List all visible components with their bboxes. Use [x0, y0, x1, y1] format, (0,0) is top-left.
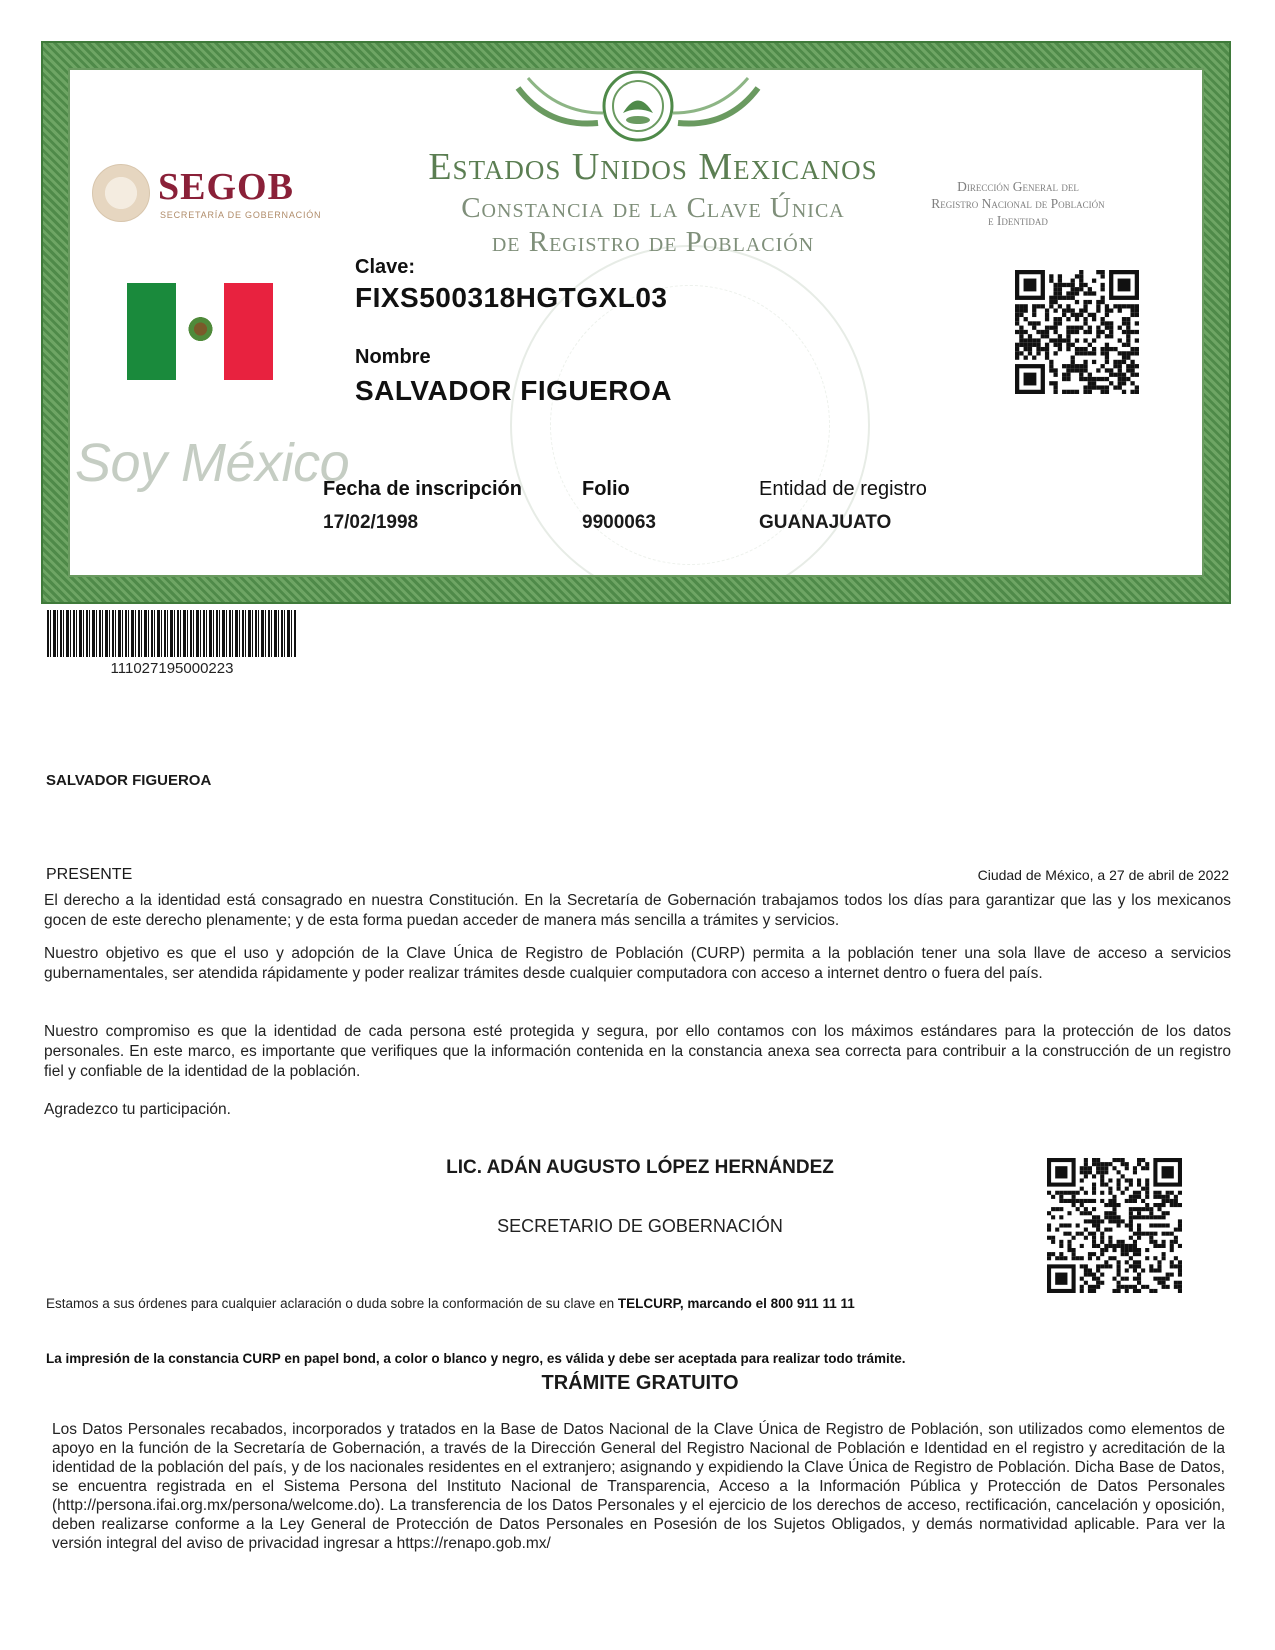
segob-logo-text: SEGOB [158, 166, 294, 208]
nombre-label: Nombre [355, 346, 431, 368]
document-title-line2: de Registro de Población [491, 226, 815, 258]
qr-code-icon [1015, 270, 1139, 394]
folio-label: Folio [582, 478, 630, 500]
barcode-icon [47, 610, 297, 657]
addressee-name: SALVADOR FIGUEROA [46, 772, 212, 789]
signer-title: SECRETARIO DE GOBERNACIÓN [497, 1216, 783, 1236]
privacy-notice: Los Datos Personales recabados, incorporados y tratados en la Base de Datos Nacional de la Clave Única de Registro de Población, son utilizados como elementos de apoyo en la función de la Secretaría de Gobernación, a través de la Dirección General del Registro Nacional de Población e Identidad en el registro y acreditación de la identidad de la población del país, y de los nacionales residentes en el extranjero; asignando y expidiendo la Clave Única de Registro de Población. Dicha Base de Datos, se encuentra registrada en el Sistema Persona del Instituto Nacional de Transparencia, Acceso a la Información Pública y Protección de Datos Personales (http://persona.ifai.org.mx/persona/welcome.do). La transferencia de los Datos Personales y el ejercicio de los derechos de acceso, rectificación, cancelación y oposición, deben realizarse conforme a la Ley General de Protección de Datos Personales en Posesión de los Sujetos Obligados, y demás normatividad aplicable. Para ver la versión integral del aviso de privacidad ingresar a https://renapo.gob.mx/ [52, 1421, 1225, 1552]
nombre-value: SALVADOR FIGUEROA [355, 375, 673, 406]
telcurp-phone: TELCURP, marcando el 800 911 11 11 [617, 1296, 855, 1311]
dgrnpi-heading [888, 178, 1148, 229]
entidad-registro-label: Entidad de registro [759, 478, 927, 500]
folio-value: 9900063 [582, 512, 656, 533]
contact-note [46, 1296, 855, 1311]
entidad-registro-value: GUANAJUATO [759, 512, 892, 533]
segob-seal-icon [92, 164, 150, 222]
certificate-panel [68, 68, 1204, 577]
presente-label: PRESENTE [46, 866, 133, 883]
letter-paragraph-3: Nuestro compromiso es que la identidad de cada persona esté protegida y segura, por ello contamos con los máximos estándares para la protección de los datos personales. En este marco, es importante que verifiques que la información contenida en la constancia anexa sea correcta para contribuir a la construcción de un registro fiel y confiable de la identidad de la población. [44, 1023, 1231, 1080]
validity-note: La impresión de la constancia CURP en papel bond, a color o blanco y negro, es válida y debe ser aceptada para realizar todo trámite. [46, 1351, 906, 1366]
qr-code-icon [1047, 1158, 1182, 1293]
letter-paragraph-1: El derecho a la identidad está consagrado en nuestra Constitución. En la Secretaría de Gobernación trabajamos todos los días para garantizar que las y los mexicanos gocen de este derecho plenamente; y de esta forma puedan acceder de manera más sencilla a trámites y servicios. [44, 892, 1231, 929]
clave-value: FIXS500318HGTGXL03 [355, 282, 668, 313]
dgrnpi-line2: Registro Nacional de Población [931, 196, 1105, 211]
barcode-number: 111027195000223 [110, 660, 234, 677]
segob-subtitle: SECRETARÍA DE GOBERNACIÓN [160, 210, 322, 220]
fecha-inscripcion-value: 17/02/1998 [323, 512, 419, 533]
free-notice: TRÁMITE GRATUITO [541, 1372, 739, 1394]
soy-mexico-slogan: Soy México [75, 433, 350, 493]
flag-emblem-icon [186, 316, 215, 345]
dgrnpi-line1: Dirección General del [957, 179, 1079, 194]
document-title-line1: Constancia de la Clave Única [461, 192, 845, 224]
fecha-inscripcion-label: Fecha de inscripción [323, 478, 522, 500]
coat-of-arms-icon [508, 68, 768, 148]
letter-paragraph-2: Nuestro objetivo es que el uso y adopción de la Clave Única de Registro de Población (CURP) permita a la población tener una sola llave de acceso a servicios gubernamentales, ser atendida rápidamente y poder realizar trámites desde cualquier computadora con acceso a internet dentro o fuera del país. [44, 945, 1231, 982]
dgrnpi-line3: e Identidad [988, 213, 1048, 228]
signer-name: LIC. ADÁN AUGUSTO LÓPEZ HERNÁNDEZ [446, 1157, 834, 1178]
letter-thanks: Agradezco tu participación. [44, 1101, 231, 1118]
contact-text: Estamos a sus órdenes para cualquier aclaración o duda sobre la conformación de su clave en [46, 1296, 618, 1311]
country-title: Estados Unidos Mexicanos [428, 146, 878, 188]
clave-label: Clave: [355, 256, 416, 278]
curp-certificate [41, 41, 1231, 604]
place-and-date: Ciudad de México, a 27 de abril de 2022 [977, 867, 1229, 883]
mexican-flag-icon [127, 283, 273, 380]
